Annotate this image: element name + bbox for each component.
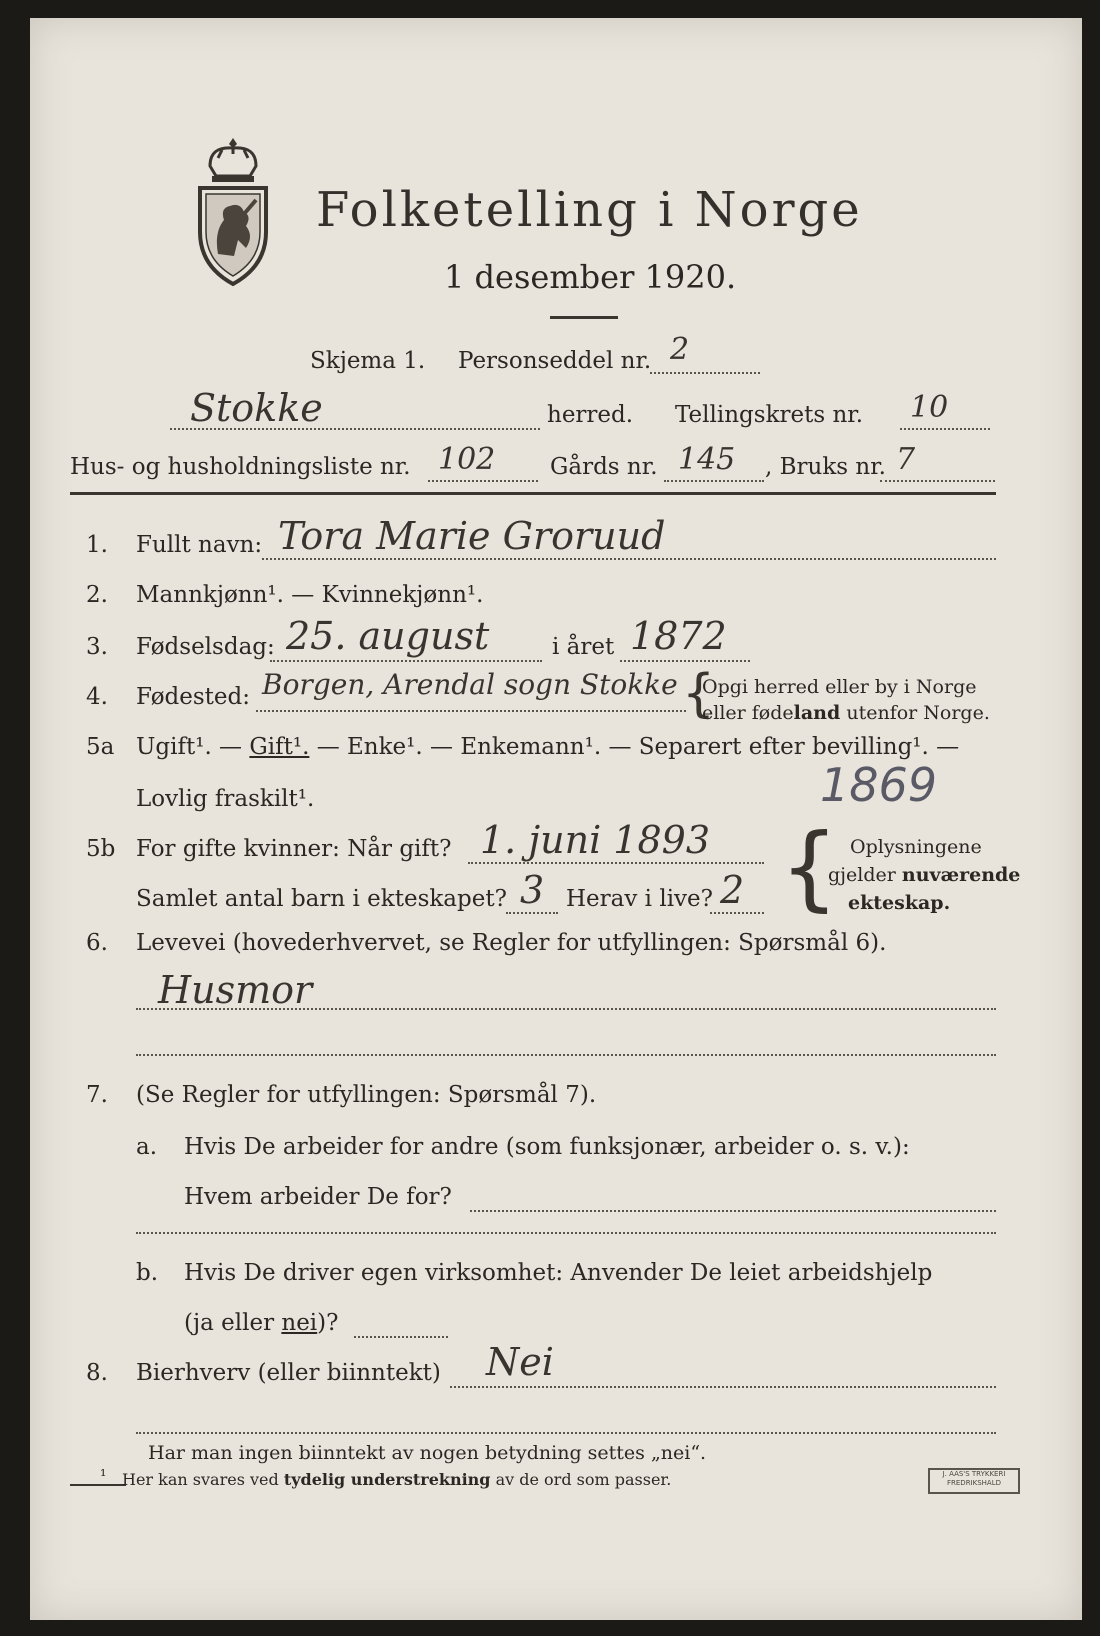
tellingskrets-value[interactable]: 10 xyxy=(910,390,949,425)
personseddel-value[interactable]: 2 xyxy=(670,332,690,367)
herred-label: herred. xyxy=(547,402,634,428)
birth-year-value[interactable]: 1872 xyxy=(630,614,727,658)
q4-label: Fødested: xyxy=(136,684,251,710)
q8-label: Bierhverv (eller biinntekt) xyxy=(136,1360,441,1386)
employer-label: Hvem arbeider De for? xyxy=(184,1184,452,1210)
q5b-label: For gifte kvinner: Når gift? xyxy=(136,836,452,862)
census-date: 1 desember 1920. xyxy=(444,258,737,296)
bruks-value[interactable]: 7 xyxy=(896,442,916,477)
full-name-value[interactable]: Tora Marie Groruud xyxy=(278,514,666,558)
q7-number: 7. xyxy=(86,1082,108,1108)
alive-label: Herav i live? xyxy=(566,886,713,912)
tellingskrets-label: Tellingskrets nr. xyxy=(675,402,864,428)
birthday-value[interactable]: 25. august xyxy=(286,614,490,658)
q4-note-line1: Opgi herred eller by i Norge xyxy=(702,676,977,698)
birthplace-value[interactable]: Borgen, Arendal sogn Stokke xyxy=(262,668,678,701)
q3-year-label: i året xyxy=(552,634,615,660)
bruks-label: , Bruks nr. xyxy=(765,454,886,480)
employer-field[interactable] xyxy=(470,1210,996,1212)
q6-number: 6. xyxy=(86,930,108,956)
pencil-annotation: 1869 xyxy=(820,758,938,812)
q5a-number: 5a xyxy=(86,734,115,760)
q8-number: 8. xyxy=(86,1360,108,1386)
hired-help-field[interactable] xyxy=(354,1336,448,1338)
coat-of-arms-icon xyxy=(190,136,276,288)
personseddel-label: Personseddel nr. xyxy=(458,348,652,374)
q5b-note-line1: Oplysningene xyxy=(850,836,982,858)
q7b-label: Hvis De driver egen virksomhet: Anvender De leiet arbeidshjelp xyxy=(184,1260,933,1286)
side-income-value[interactable]: Nei xyxy=(486,1340,554,1384)
title-divider xyxy=(550,316,618,319)
alive-value[interactable]: 2 xyxy=(720,868,745,912)
q3-number: 3. xyxy=(86,634,108,660)
q6-label: Levevei (hovederhvervet, se Regler for utfyllingen: Spørsmål 6). xyxy=(136,930,887,956)
footnote-text: Her kan svares ved tydelig understrekning av de ord som passer. xyxy=(122,1470,672,1489)
census-form-page: Folketelling i Norge 1 desember 1920. Skjema 1. Personseddel nr. 2 Stokke herred. Tellingskrets nr. 10 Hus- og husholdningsliste nr. 102 Gårds nr. 145 , Bruks nr. 7 1. Fullt navn: Tora Marie Groruud 2. Mannkjønn¹. — Kvinnekjønn¹. 3. Fødselsdag: 25. august i året 1872 4. Fødested: Borgen, Arendal sogn Stokke { Opgi herred eller by i Norge eller fødeland utenfor Norge. 5a Ugift¹. — Gift¹. — Enke¹. — Enkemann¹. — Separert efter bevilling¹. — Lovlig fraskilt¹. 1869 5b For gifte kvinner: Når gift? 1. juni 1893 Samlet antal barn i ekteskapet? 3 Herav i live? 2 { Oplysningene gjelder nuværende ekteskap. 6. Levevei (hovederhvervet, se Regler for utfyllingen: Spørsmål 6). Husmor 7. (Se Regler for utfyllingen: Spørsmål 7). a. Hvis De arbeider for andre (som funksjonær, arbeider o. s. v.): Hvem arbeider De for? b. Hvis De driver egen virksomhet: Anvender De leiet arbeidshjelp (ja eller nei)? 8. Bierhverv (eller biinntekt) Nei Har man ingen biinntekt av nogen betydning settes „nei“. ¹ Her kan svares ved tydelig understrekning av de ord som passer. J. AAS'S TRYKKERI FREDRIKSHALD xyxy=(30,18,1082,1620)
hus-value[interactable]: 102 xyxy=(438,442,496,477)
printer-stamp: J. AAS'S TRYKKERI FREDRIKSHALD xyxy=(928,1468,1020,1494)
footnote-mark: ¹ xyxy=(100,1466,107,1485)
q7b-line2: (ja eller nei)? xyxy=(184,1310,339,1336)
q5a-line2: Lovlig fraskilt¹. xyxy=(136,786,315,812)
q4-note-line2: eller fødeland utenfor Norge. xyxy=(702,702,990,724)
sex-options[interactable]: Mannkjønn¹. — Kvinnekjønn¹. xyxy=(136,582,484,608)
hus-label: Hus- og husholdningsliste nr. xyxy=(70,454,411,480)
children-value[interactable]: 3 xyxy=(520,868,545,912)
marriage-date-value[interactable]: 1. juni 1893 xyxy=(480,818,711,862)
q3-label: Fødselsdag: xyxy=(136,634,275,660)
marital-status-options[interactable]: Ugift¹. — Gift¹. — Enke¹. — Enkemann¹. — Separert efter bevilling¹. — xyxy=(136,734,960,760)
q5b-note-line2: gjelder nuværende xyxy=(828,864,1021,886)
q7a-label: Hvis De arbeider for andre (som funksjonær, arbeider o. s. v.): xyxy=(184,1134,910,1160)
gards-label: Gårds nr. xyxy=(550,454,658,480)
married-underlined: Gift¹. xyxy=(249,734,310,760)
q2-number: 2. xyxy=(86,582,108,608)
q7-label: (Se Regler for utfyllingen: Spørsmål 7). xyxy=(136,1082,597,1108)
q1-label: Fullt navn: xyxy=(136,532,263,558)
q5b-number: 5b xyxy=(86,836,116,862)
skjema-label: Skjema 1. xyxy=(310,348,426,374)
q4-number: 4. xyxy=(86,684,108,710)
form-title: Folketelling i Norge xyxy=(316,182,863,238)
occupation-value[interactable]: Husmor xyxy=(158,968,313,1012)
q1-number: 1. xyxy=(86,532,108,558)
q5b-note-line3: ekteskap. xyxy=(848,892,951,914)
children-label: Samlet antal barn i ekteskapet? xyxy=(136,886,507,912)
q7a-number: a. xyxy=(136,1134,158,1160)
header-rule xyxy=(70,492,996,495)
gards-value[interactable]: 145 xyxy=(678,442,736,477)
herred-value[interactable]: Stokke xyxy=(190,386,323,430)
q8-note: Har man ingen biinntekt av nogen betydning settes „nei“. xyxy=(148,1442,707,1464)
q7b-number: b. xyxy=(136,1260,159,1286)
